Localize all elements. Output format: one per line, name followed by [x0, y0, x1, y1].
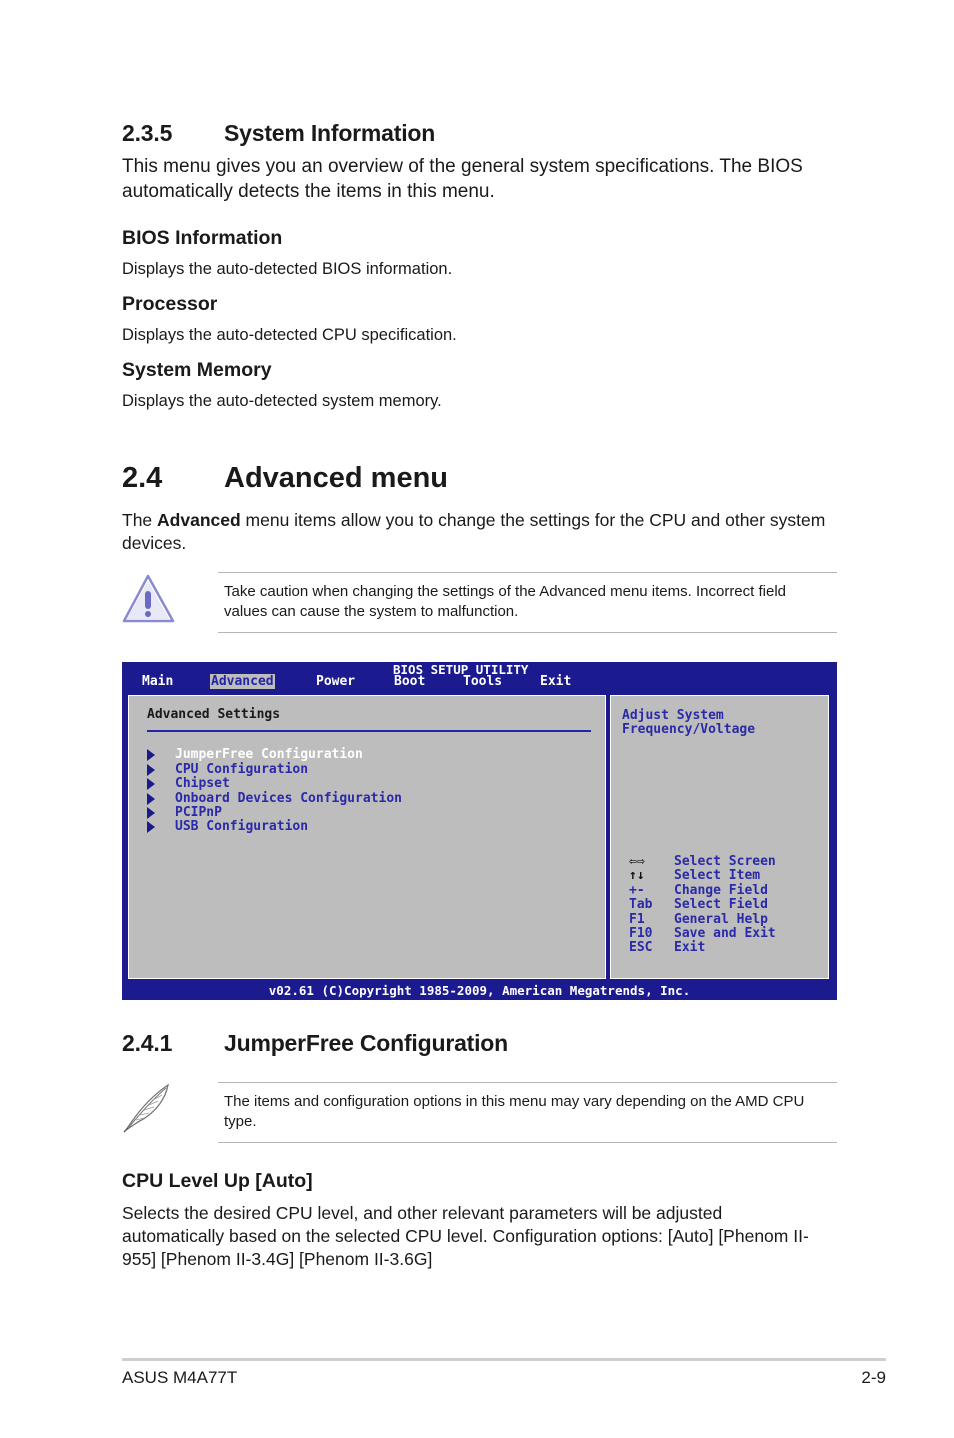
footer-page-number: 2-9: [861, 1368, 886, 1387]
arrow-right-icon: [147, 764, 155, 776]
caution-text: Take caution when changing the settings of the Advanced menu items. Incorrect field values can cause the system to malfunction.: [224, 583, 787, 620]
bios-item-label: PCIPnP: [175, 805, 222, 820]
key-desc: Exit: [674, 940, 706, 956]
bios-menu-bar: [122, 674, 837, 690]
bios-left-panel: [126, 693, 608, 981]
help-line: Frequency/Voltage: [622, 722, 756, 737]
arrow-right-icon: [147, 821, 155, 833]
arrow-right-icon: [147, 793, 155, 805]
intro-text: The: [122, 510, 158, 530]
arrow-right-icon: [147, 807, 155, 819]
bios-menu-tools[interactable]: Tools: [463, 674, 503, 689]
feather-pen-icon: [122, 1082, 174, 1134]
section-number: 2.4: [122, 462, 163, 494]
cpu-level-desc: Selects the desired CPU level, and other relevant parameters will be adjusted automatically based on the selected CPU level. Configuration options: [Auto] [Phenom II-955] [Phenom II-3.4G] [Phenom II-3.6G]: [122, 1203, 809, 1269]
key-desc: Change Field: [674, 882, 768, 898]
system-memory-heading: System Memory: [122, 359, 272, 381]
section-number: 2.4.1: [122, 1030, 173, 1056]
bios-information-heading: BIOS Information: [122, 227, 283, 249]
key-desc: General Help: [674, 911, 768, 927]
bios-item-label: USB Configuration: [175, 819, 309, 834]
cpu-level-heading: CPU Level Up [Auto]: [122, 1170, 313, 1192]
bios-screen: [122, 662, 837, 1000]
section-title: System Information: [224, 120, 436, 146]
bios-help-text: [622, 709, 755, 737]
key-up-down-icon: ↑↓: [629, 868, 645, 884]
note-text: The items and configuration options in this menu may vary depending on the AMD CPU type.: [224, 1093, 805, 1130]
footer-product: ASUS M4A77T: [122, 1368, 238, 1387]
bios-item-label: Chipset: [175, 776, 230, 791]
bios-title: BIOS SETUP UTILITY: [393, 662, 529, 677]
bios-footer: v02.61 (C)Copyright 1985-2009, American Megatrends, Inc.: [268, 983, 691, 998]
key-label: ESC: [629, 940, 653, 956]
bios-item-label: CPU Configuration: [175, 761, 309, 777]
advanced-intro: [122, 509, 827, 555]
section-heading-2-4-1: [122, 1030, 822, 1060]
key-desc: Select Field: [674, 897, 768, 913]
processor-heading: Processor: [122, 293, 218, 315]
warning-triangle-icon: [122, 573, 178, 625]
section-title: JumperFree Configuration: [224, 1030, 509, 1056]
processor-desc: Displays the auto-detected CPU specification.: [122, 326, 457, 344]
key-left-right-icon: ⇦⇨: [629, 854, 645, 869]
key-label: F1: [629, 911, 645, 927]
bios-menu-power[interactable]: Power: [316, 674, 356, 689]
key-label: F10: [629, 925, 653, 941]
caution-box: [218, 572, 837, 633]
arrow-right-icon: [147, 778, 155, 790]
key-desc: Select Screen: [674, 854, 776, 869]
intro-bold: Advanced: [157, 510, 241, 530]
key-label: +-: [629, 882, 645, 898]
bios-item-label: Onboard Devices Configuration: [175, 790, 402, 806]
section-heading-2-4: [122, 462, 822, 498]
bios-menu-main[interactable]: Main: [142, 674, 174, 689]
key-desc: Select Item: [674, 868, 761, 884]
section-intro: This menu gives you an overview of the general system specifications. The BIOS automatically detects the items in this menu.: [122, 156, 803, 202]
note-box: [218, 1082, 837, 1143]
bios-menu-boot[interactable]: Boot: [394, 674, 426, 689]
key-label: Tab: [629, 897, 653, 913]
system-memory-desc: Displays the auto-detected system memory.: [122, 392, 442, 410]
footer-rule: [122, 1358, 886, 1361]
arrow-right-icon: [147, 749, 155, 761]
help-line: Adjust System: [622, 708, 724, 723]
bios-menu-advanced[interactable]: Advanced: [211, 674, 274, 689]
bios-item-label: JumperFree Configuration: [175, 747, 363, 762]
section-title: Advanced menu: [224, 462, 448, 494]
key-desc: Save and Exit: [674, 925, 776, 941]
bios-panel-title: Advanced Settings: [147, 707, 281, 722]
bios-help-panel: [608, 693, 831, 981]
section-number: 2.3.5: [122, 120, 173, 146]
bios-menu-exit[interactable]: Exit: [540, 674, 572, 689]
bios-panel-rule: [147, 730, 591, 732]
intro-text: menu items allow you to change the settings for the CPU and other system devices.: [122, 510, 826, 553]
section-heading-2-3-5: [122, 120, 822, 150]
bios-information-desc: Displays the auto-detected BIOS information.: [122, 260, 453, 278]
